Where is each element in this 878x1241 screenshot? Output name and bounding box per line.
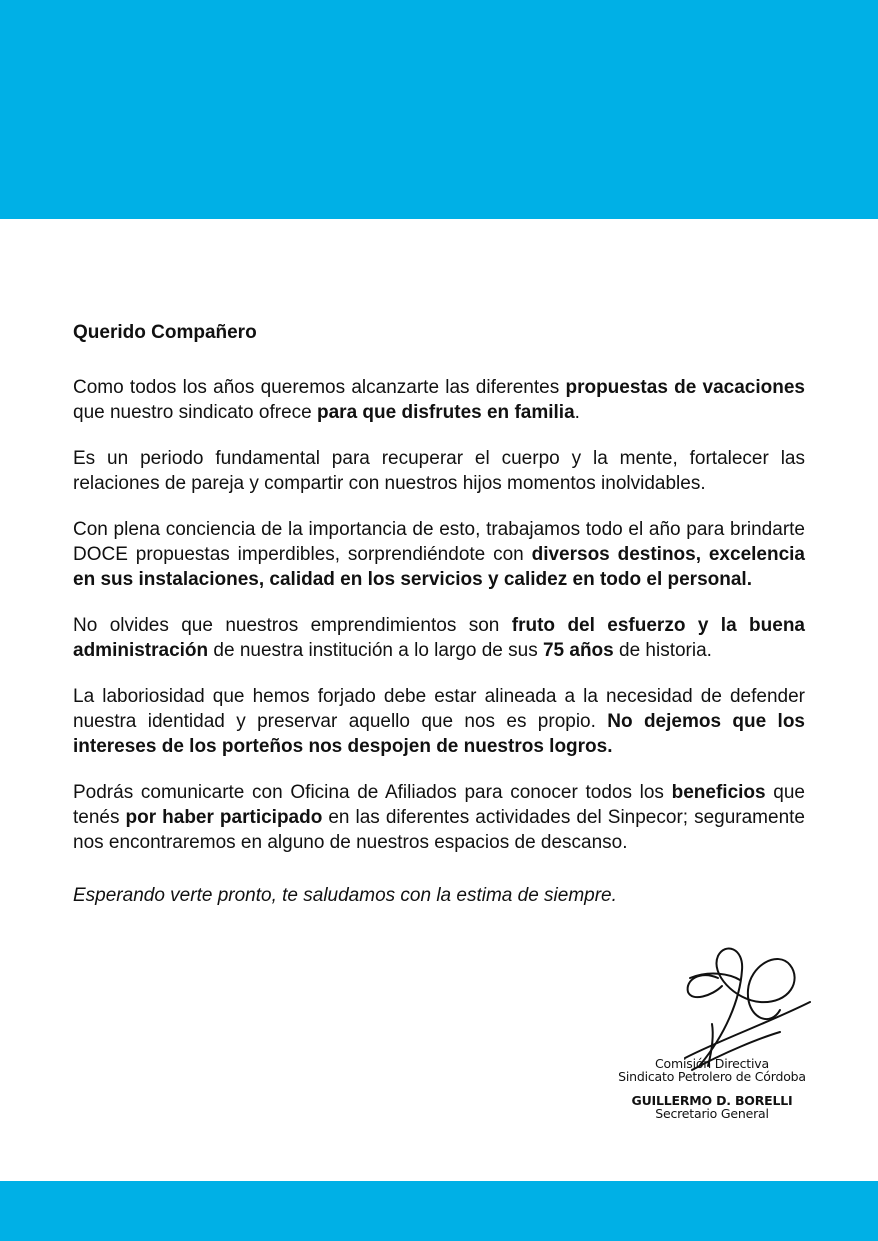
letter-body bbox=[73, 320, 805, 908]
paragraph-1-text-3: . bbox=[574, 402, 580, 423]
paragraph-2-text-1: Es un periodo fundamental para recuperar el cuerpo y la mente, fortalecer las relaciones de pareja y compartir con nuestros hijos momentos inolvidables. bbox=[73, 448, 805, 494]
paragraph-5-bold-1: No dejemos que los intereses de los porteños nos despojen de nuestros logros. bbox=[73, 711, 805, 757]
paragraph-2 bbox=[73, 446, 805, 496]
paragraph-4 bbox=[73, 613, 805, 663]
paragraph-3-bold-1: diversos destinos, excelencia en sus instalaciones, calidad en los servicios y calidez en todo el personal. bbox=[73, 544, 805, 590]
header-band bbox=[0, 0, 878, 219]
signature-line-1: Comisión Directiva bbox=[655, 1056, 769, 1071]
paragraph-6-text-1: Podrás comunicarte con Oficina de Afiliados para conocer todos los bbox=[73, 782, 672, 803]
paragraph-6 bbox=[73, 780, 805, 855]
paragraph-5-text-1: La laboriosidad que hemos forjado debe estar alineada a la necesidad de defender nuestra identidad y preservar aquello que nos es propio. bbox=[73, 686, 805, 732]
paragraph-1-bold-1: propuestas de vacaciones bbox=[565, 377, 805, 398]
paragraph-1-text-2: que nuestro sindicato ofrece bbox=[73, 402, 317, 423]
paragraph-4-text-1: No olvides que nuestros emprendimientos son bbox=[73, 615, 512, 636]
closing-line: Esperando verte pronto, te saludamos con la estima de siempre. bbox=[73, 885, 617, 906]
greeting: Querido Compañero bbox=[73, 322, 257, 343]
paragraph-4-bold-1: fruto del esfuerzo y la buena administración bbox=[73, 615, 805, 661]
signature-block bbox=[600, 940, 824, 1130]
signature-caption bbox=[600, 1057, 824, 1120]
paragraph-5 bbox=[73, 684, 805, 759]
footer-band bbox=[0, 1181, 878, 1241]
paragraph-6-text-3: en las diferentes actividades del Sinpecor; seguramente nos encontraremos en alguno de nuestros espacios de descanso. bbox=[73, 807, 805, 853]
paragraph-6-text-2: que tenés bbox=[73, 782, 805, 828]
signatory-name: GUILLERMO D. BORELLI bbox=[631, 1093, 793, 1108]
signatory-role: Secretario General bbox=[655, 1106, 769, 1121]
paragraph-4-text-3: de historia. bbox=[613, 640, 712, 661]
paragraph-1 bbox=[73, 375, 805, 425]
signature-line-2: Sindicato Petrolero de Córdoba bbox=[618, 1069, 806, 1084]
paragraph-4-text-2: de nuestra institución a lo largo de sus bbox=[208, 640, 543, 661]
paragraph-1-text-1: Como todos los años queremos alcanzarte las diferentes bbox=[73, 377, 566, 398]
paragraph-1-bold-2: para que disfrutes en familia bbox=[317, 402, 575, 423]
paragraph-3-text-1: Con plena conciencia de la importancia de esto, trabajamos todo el año para brindarte DOCE propuestas imperdibles, sorprendiéndote con bbox=[73, 519, 805, 565]
paragraph-6-bold-2: por haber participado bbox=[125, 807, 323, 828]
paragraph-3 bbox=[73, 517, 805, 592]
paragraph-6-bold-1: beneficios bbox=[671, 782, 766, 803]
paragraph-4-bold-2: 75 años bbox=[542, 640, 614, 661]
